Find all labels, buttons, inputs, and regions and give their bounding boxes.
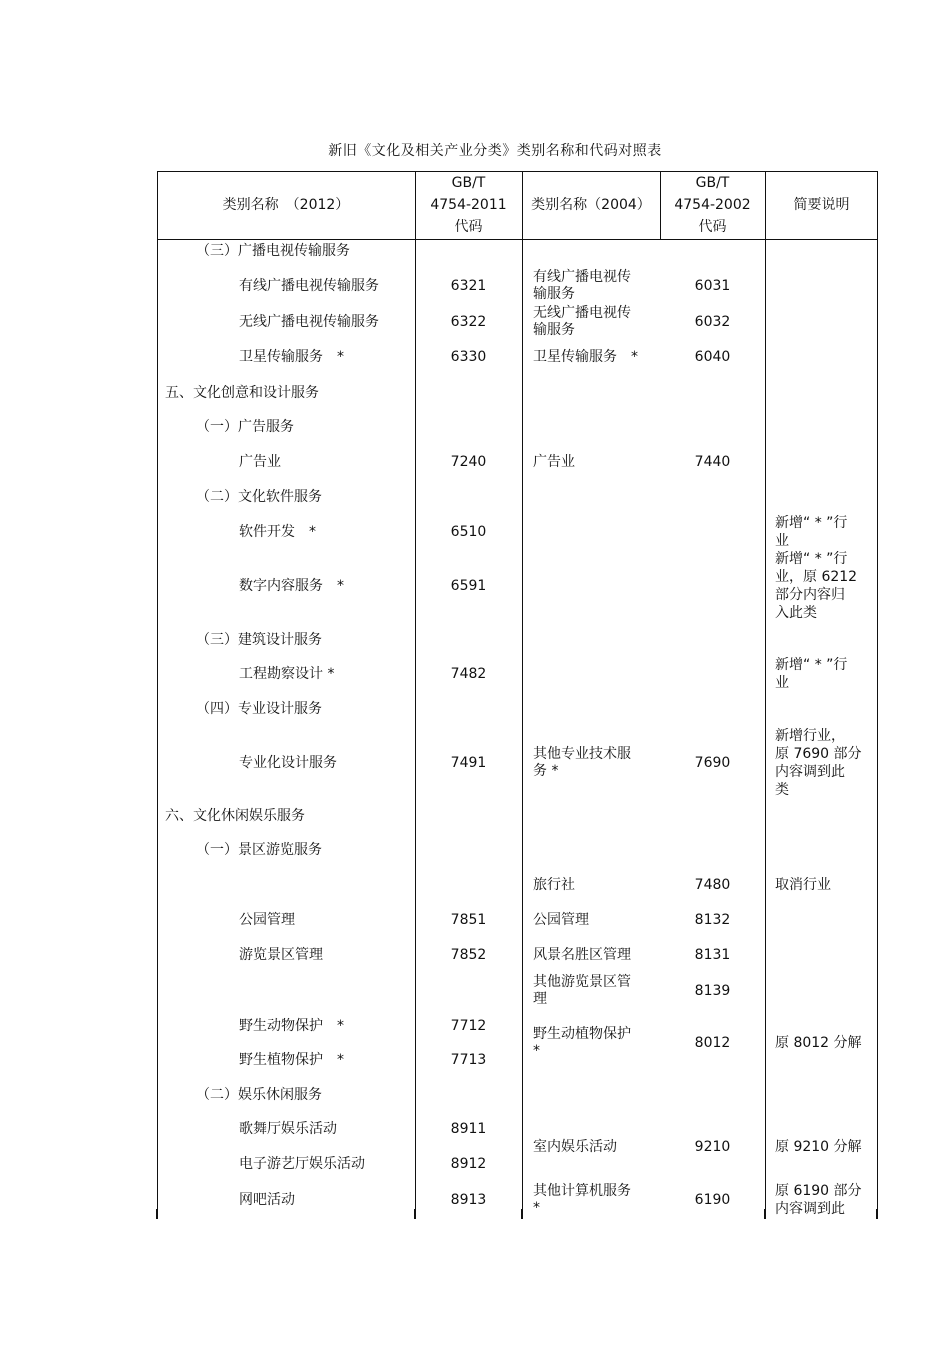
category-name-2012: （一）景区游览服务 (196, 841, 322, 858)
category-name-2004: 理 (533, 991, 547, 1007)
category-name-2004: 卫星传输服务 * (533, 348, 638, 365)
table-bottom-tick (521, 1209, 523, 1219)
code-2011: 7712 (450, 1017, 487, 1034)
table-header-border (157, 239, 878, 240)
code-2011: 7240 (450, 453, 487, 470)
category-name-2012: 公园管理 (239, 911, 295, 928)
category-name-2012: 广告业 (239, 453, 281, 470)
code-2002: 7480 (694, 876, 731, 893)
code-2002: 8012 (694, 1034, 731, 1051)
note-text: 原 6190 部分 (775, 1183, 862, 1199)
header-name-2004: 类别名称（2004） (531, 197, 651, 213)
category-name-2012: （二）文化软件服务 (196, 488, 322, 505)
table-bottom-tick (414, 1209, 416, 1219)
note-text: 取消行业 (775, 877, 831, 893)
category-name-2004: 风景名胜区管理 (533, 946, 631, 963)
code-2011: 8913 (450, 1191, 487, 1208)
category-name-2004: 其他计算机服务 (533, 1183, 631, 1199)
code-2011: 6510 (450, 523, 487, 540)
category-name-2012: 工程勘察设计 * (239, 665, 335, 682)
note-text: 新增行业， (775, 728, 845, 744)
category-name-2012: （三）建筑设计服务 (196, 631, 322, 648)
code-2002: 8131 (694, 946, 731, 963)
code-2011: 6330 (450, 348, 487, 365)
code-2002: 7690 (694, 754, 731, 771)
note-text: 业 (775, 675, 789, 691)
header-code-2011-line2: 4754-2011 (430, 197, 507, 213)
code-2011: 7852 (450, 946, 487, 963)
category-name-2004: 输服务 (533, 322, 575, 338)
code-2011: 6591 (450, 577, 487, 594)
comparison-table (157, 171, 878, 1218)
code-2011: 7482 (450, 665, 487, 682)
category-name-2004: 务 * (533, 763, 559, 779)
code-2011: 7851 (450, 911, 487, 928)
category-name-2004: * (533, 1200, 540, 1216)
category-name-2012: （四）专业设计服务 (196, 700, 322, 717)
category-name-2012: （一）广告服务 (196, 418, 294, 435)
table-bottom-tick (156, 1209, 158, 1219)
code-2002: 6032 (694, 313, 731, 330)
category-name-2004: 无线广播电视传 (533, 305, 631, 321)
category-name-2012: （二）娱乐休闲服务 (196, 1086, 322, 1103)
category-name-2012: 网吧活动 (239, 1191, 295, 1208)
note-text: 业 (775, 533, 789, 549)
note-text: 入此类 (775, 605, 817, 621)
note-text: 类 (775, 782, 789, 798)
category-name-2004: 野生动植物保护 (533, 1026, 631, 1042)
header-note: 简要说明 (793, 197, 850, 213)
category-name-2004: 输服务 (533, 286, 575, 302)
header-code-2002-line3: 代码 (698, 219, 727, 235)
note-text: 内容调到此 (775, 764, 845, 780)
note-text: 业，原 6212 (775, 569, 858, 585)
table-bottom-tick (876, 1209, 878, 1219)
category-name-2012: 数字内容服务 * (239, 577, 344, 594)
category-name-2012: 专业化设计服务 (239, 754, 337, 771)
code-2011: 7491 (450, 754, 487, 771)
table-left-border (157, 171, 158, 1218)
header-code-2002-line1: GB/T (695, 175, 730, 191)
code-2011: 8911 (450, 1120, 487, 1137)
note-text: 内容调到此 (775, 1201, 845, 1217)
category-name-2012: 无线广播电视传输服务 (239, 313, 379, 330)
note-text: 新增“ * ”行 (775, 515, 848, 531)
table-bottom-tick (764, 1209, 766, 1219)
col-divider-note (765, 171, 766, 1218)
category-name-2012: 野生动物保护 * (239, 1017, 344, 1034)
note-text: 原 7690 部分 (775, 746, 862, 762)
note-text: 原 8012 分解 (775, 1035, 862, 1051)
category-name-2012: （三）广播电视传输服务 (196, 242, 350, 259)
code-2002: 6031 (694, 277, 731, 294)
code-2011: 7713 (450, 1051, 487, 1068)
category-name-2012: 软件开发 * (239, 523, 316, 540)
header-name-2012: 类别名称 （2012） (222, 197, 350, 213)
code-2011: 6322 (450, 313, 487, 330)
table-right-border (877, 171, 878, 1218)
page-title: 新旧《文化及相关产业分类》类别名称和代码对照表 (328, 143, 662, 159)
category-name-2004: 其他专业技术服 (533, 746, 631, 762)
header-code-2011-line3: 代码 (454, 219, 483, 235)
category-name-2004: 有线广播电视传 (533, 269, 631, 285)
code-2002: 8132 (694, 911, 731, 928)
category-name-2004: 其他游览景区管 (533, 974, 631, 990)
category-name-2012: 电子游艺厅娱乐活动 (239, 1155, 365, 1172)
category-name-2012: 野生植物保护 * (239, 1051, 344, 1068)
code-2002: 6040 (694, 348, 731, 365)
code-2002: 9210 (694, 1138, 731, 1155)
code-2002: 7440 (694, 453, 731, 470)
category-name-2004: 旅行社 (533, 876, 575, 893)
category-name-2004: 广告业 (533, 453, 575, 470)
note-text: 新增“ * ”行 (775, 657, 848, 673)
category-name-2012: 歌舞厅娱乐活动 (239, 1120, 337, 1137)
code-2002: 8139 (694, 982, 731, 999)
category-name-2004: * (533, 1043, 540, 1059)
header-code-2002 (660, 171, 765, 239)
header-code-2002-line2: 4754-2002 (674, 197, 751, 213)
category-name-2012: 有线广播电视传输服务 (239, 277, 379, 294)
note-text: 部分内容归 (775, 587, 845, 603)
category-name-2012: 六、文化休闲娱乐服务 (165, 807, 305, 824)
col-divider-name2004 (522, 171, 523, 1218)
note-text: 新增“ * ”行 (775, 551, 848, 567)
code-2002: 6190 (694, 1191, 731, 1208)
category-name-2012: 卫星传输服务 * (239, 348, 344, 365)
category-name-2012: 五、文化创意和设计服务 (165, 384, 319, 401)
header-code-2011 (415, 171, 522, 239)
note-text: 原 9210 分解 (775, 1139, 862, 1155)
code-2011: 8912 (450, 1155, 487, 1172)
category-name-2004: 公园管理 (533, 911, 589, 928)
header-code-2011-line1: GB/T (451, 175, 486, 191)
category-name-2004: 室内娱乐活动 (533, 1138, 617, 1155)
code-2011: 6321 (450, 277, 487, 294)
category-name-2012: 游览景区管理 (239, 946, 323, 963)
